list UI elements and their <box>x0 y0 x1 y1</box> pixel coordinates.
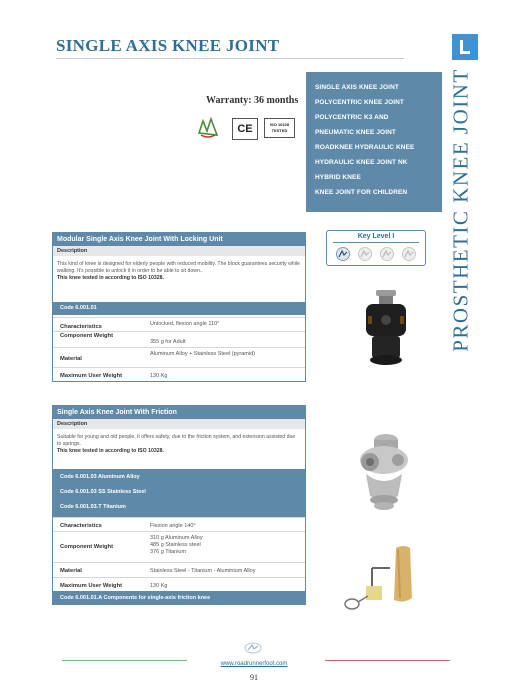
spec-key: Characteristics <box>60 324 102 330</box>
key-level-label: Key Level I <box>357 233 395 240</box>
brand-logo <box>452 34 478 60</box>
activity-level-4-icon <box>403 248 416 261</box>
footer-url-link[interactable]: www.roadrunnerfoot.com <box>220 661 288 667</box>
spec-value: Stainless Steel - Titanium - Aluminium Alloy <box>150 568 256 574</box>
product1-description <box>57 261 301 282</box>
product1-code: Code 6.001.01 <box>53 302 305 315</box>
menu-item-roadknee-hydraulic[interactable]: ROADKNEE HYDRAULIC KNEE <box>315 144 415 151</box>
menu-item-polycentric-k3[interactable]: POLYCENTRIC K3 AND <box>315 114 389 121</box>
spec-key: Component Weight <box>60 544 114 550</box>
product2-spec-row <box>53 517 305 532</box>
activity-level-2-icon <box>359 248 372 261</box>
ce-mark-icon: CE <box>232 118 258 140</box>
spec-key: Maximum User Weight <box>60 583 123 589</box>
locking-knee-photo <box>360 288 412 368</box>
vertical-heading-text: PROSTHETIC KNEE JOINT <box>448 68 473 352</box>
menu-item-hybrid[interactable]: HYBRID KNEE <box>315 174 361 181</box>
iso-tested-badge <box>264 118 295 138</box>
product2-description-text: Suitable for young and old people, it offers safety, due to the friction system, and extension assisted due to springs. <box>57 434 296 447</box>
product2-spec-row <box>53 562 305 578</box>
product1-spec-row <box>53 367 305 383</box>
spec-value: 485 g Stainless steel <box>150 542 201 548</box>
menu-item-hydraulic-nk[interactable]: HYDRAULIC KNEE JOINT NK <box>315 159 408 166</box>
spec-value: 130 Kg <box>150 583 168 589</box>
menu-item-single-axis[interactable]: SINGLE AXIS KNEE JOINT <box>315 84 399 91</box>
product2-description <box>57 434 301 455</box>
spec-key: Maximum User Weight <box>60 373 123 379</box>
quality-cert-icon <box>197 117 219 139</box>
product1-spec-row <box>53 331 305 348</box>
menu-item-polycentric[interactable]: POLYCENTRIC KNEE JOINT <box>315 99 405 106</box>
vertical-heading <box>446 68 476 352</box>
spec-key: Component Weight <box>60 333 114 339</box>
warranty-text: Warranty: 36 months <box>206 95 299 106</box>
product2-tested-text: This knee tested in according to ISO 10328. <box>57 448 164 454</box>
iso-badge-line2: TESTED <box>271 128 288 133</box>
menu-item-pneumatic[interactable]: PNEUMATIC KNEE JOINT <box>315 129 396 136</box>
product1-tested-text: This knee tested in according to ISO 10328. <box>57 275 164 281</box>
spec-value: 355 g for Adult <box>150 339 186 345</box>
spec-value: 130 Kg <box>150 373 168 379</box>
spec-key: Characteristics <box>60 523 102 529</box>
spec-key: Material <box>60 356 82 362</box>
key-level-divider <box>333 242 419 243</box>
activity-level-1-icon <box>337 248 350 261</box>
product1-description-text: This kind of knee is designed for elderly people with reduced mobility. The block guarantees security while walking. It's possible to unlock it in order to be able to sit down.. <box>57 261 300 274</box>
activity-level-icons <box>333 246 421 262</box>
product2-description-label: Description <box>53 419 305 429</box>
product1-section <box>52 232 306 382</box>
certification-badges <box>197 117 297 141</box>
product2-spec-row <box>53 531 305 563</box>
product1-spec-row <box>53 347 305 368</box>
spec-value: 310 g Aluminum Alloy <box>150 535 203 541</box>
footer-logo-icon <box>244 642 262 654</box>
product2-components-bar: Code 6.001.01.A Components for single-axis friction knee <box>53 591 305 605</box>
page-number: 91 <box>250 673 258 682</box>
product1-spec-row <box>53 317 305 332</box>
product1-title: Modular Single Axis Knee Joint With Locking Unit <box>53 233 305 246</box>
activity-level-3-icon <box>381 248 394 261</box>
friction-knee-photo <box>348 430 420 512</box>
menu-item-children[interactable]: KNEE JOINT FOR CHILDREN <box>315 189 408 196</box>
spec-value: Aluminum Alloy + Stainless Steel (pyramid) <box>150 351 255 357</box>
spec-value: Flexion angle 140° <box>150 523 196 529</box>
product2-title: Single Axis Knee Joint With Friction <box>53 406 305 419</box>
page-title: SINGLE AXIS KNEE JOINT <box>56 36 280 55</box>
product2-code-titanium: Code 6.001.03.T Titanium <box>60 504 126 510</box>
friction-knee-components-photo <box>338 542 428 614</box>
product2-code-aluminum: Code 6.001.03 Aluminum Alloy <box>60 474 140 480</box>
product2-codes <box>53 469 305 517</box>
title-divider <box>56 58 404 59</box>
category-menu <box>306 72 442 212</box>
iso-badge-line1: ISO 10328 <box>269 122 290 127</box>
product2-spec-row <box>53 577 305 592</box>
product2-section <box>52 405 306 605</box>
product2-code-stainless: Code 6.001.03 SS Stainless Steel <box>60 489 146 495</box>
spec-key: Material <box>60 568 82 574</box>
spec-value: Unlocked, flexion angle 110° <box>150 321 220 327</box>
product1-description-label: Description <box>53 246 305 256</box>
key-level-box <box>326 230 426 266</box>
spec-value: 376 g Titanium <box>150 549 187 555</box>
